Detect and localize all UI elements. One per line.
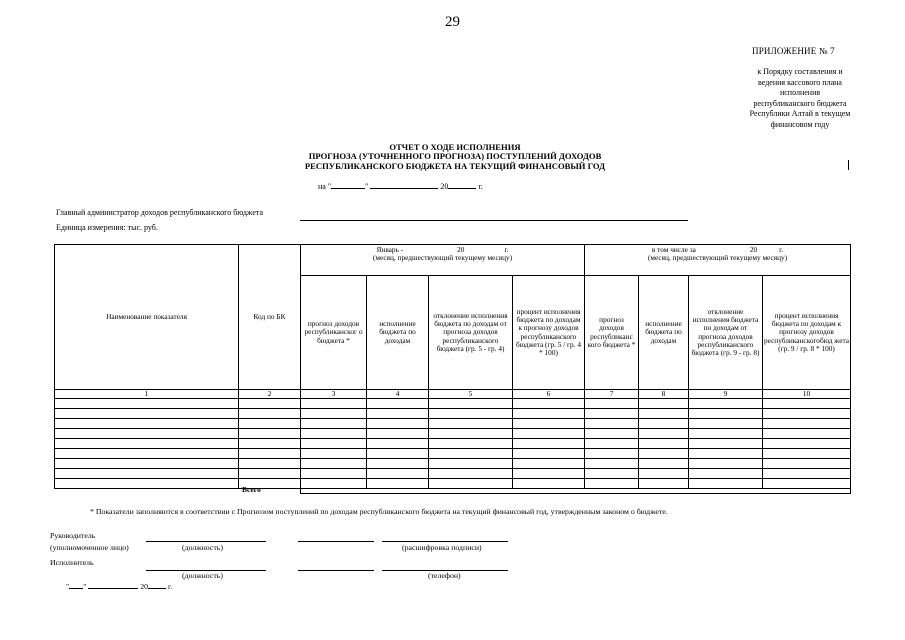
table-cell[interactable] xyxy=(585,429,639,439)
sign-date xyxy=(66,580,172,591)
table-cell[interactable] xyxy=(585,449,639,459)
table-cell[interactable] xyxy=(689,399,763,409)
executor-name-line[interactable] xyxy=(298,570,374,571)
table-row xyxy=(55,429,851,439)
appendix-note-line: ведения кассового плана xyxy=(758,77,842,87)
column-number: 10 xyxy=(763,390,851,399)
appendix-title: ПРИЛОЖЕНИЕ № 7 xyxy=(752,46,835,56)
table-cell[interactable] xyxy=(763,439,851,449)
table-cell[interactable] xyxy=(513,419,585,429)
table-cell[interactable] xyxy=(689,469,763,479)
head-label: Руководитель xyxy=(50,531,96,540)
report-date xyxy=(318,180,483,191)
table-cell[interactable] xyxy=(585,409,639,419)
sign-month-blank[interactable] xyxy=(88,580,138,589)
table-cell[interactable] xyxy=(689,439,763,449)
table-cell[interactable] xyxy=(639,469,689,479)
group1-suffix: г. xyxy=(504,245,509,254)
table-cell[interactable] xyxy=(429,459,513,469)
table-cell[interactable] xyxy=(689,449,763,459)
table-cell[interactable] xyxy=(239,429,301,439)
table-cell[interactable] xyxy=(55,449,239,459)
table-cell[interactable] xyxy=(639,419,689,429)
table-cell[interactable] xyxy=(55,439,239,449)
table-cell[interactable] xyxy=(639,429,689,439)
column-number-row xyxy=(55,390,851,399)
table-cell[interactable] xyxy=(639,409,689,419)
total-cells[interactable] xyxy=(300,482,851,494)
table-cell[interactable] xyxy=(429,469,513,479)
table-cell[interactable] xyxy=(367,459,429,469)
year-blank[interactable] xyxy=(448,180,476,189)
table-row xyxy=(55,399,851,409)
head-decoding-line[interactable] xyxy=(382,541,508,542)
table-cell[interactable] xyxy=(763,429,851,439)
col-code-header: Код по БК xyxy=(239,245,301,390)
table-cell[interactable] xyxy=(689,419,763,429)
table-cell[interactable] xyxy=(239,469,301,479)
column-number: 8 xyxy=(639,390,689,399)
group1-period-label: Январь - xyxy=(376,245,404,254)
table-row xyxy=(55,449,851,459)
column-number: 9 xyxy=(689,390,763,399)
table-cell[interactable] xyxy=(513,469,585,479)
table-cell[interactable] xyxy=(367,469,429,479)
column-number: 1 xyxy=(55,390,239,399)
table-cell[interactable] xyxy=(301,429,367,439)
table-cell[interactable] xyxy=(513,409,585,419)
table-cell[interactable] xyxy=(639,449,689,459)
table-cell[interactable] xyxy=(301,439,367,449)
report-date-suffix: г. xyxy=(478,182,483,191)
appendix-note-line: исполнения xyxy=(779,88,821,97)
table-cell[interactable] xyxy=(367,419,429,429)
col10-header: процент исполнения бюджета по доходам к прогнозу доходов республиканскогобюд жета (гр. 9 / гр. 8 * 100) xyxy=(763,276,851,390)
group1-header xyxy=(301,245,585,276)
head-position-line[interactable] xyxy=(146,541,266,542)
table-cell[interactable] xyxy=(301,459,367,469)
table-cell[interactable] xyxy=(239,399,301,409)
table-cell[interactable] xyxy=(585,469,639,479)
table-row xyxy=(55,419,851,429)
table-cell[interactable] xyxy=(239,409,301,419)
table-cell[interactable] xyxy=(55,429,239,439)
table-cell[interactable] xyxy=(301,409,367,419)
column-number: 6 xyxy=(513,390,585,399)
report-date-prefix: на " xyxy=(318,182,332,191)
table-cell[interactable] xyxy=(689,459,763,469)
table-cell[interactable] xyxy=(585,419,639,429)
group2-year: 20 xyxy=(749,245,758,254)
report-table xyxy=(54,244,851,489)
table-cell[interactable] xyxy=(689,409,763,419)
table-cell[interactable] xyxy=(239,419,301,429)
report-title-line: ОТЧЕТ О ХОДЕ ИСПОЛНЕНИЯ xyxy=(389,142,521,152)
table-cell[interactable] xyxy=(513,449,585,459)
table-cell[interactable] xyxy=(429,419,513,429)
table-cell[interactable] xyxy=(763,469,851,479)
table-cell[interactable] xyxy=(513,459,585,469)
head-position-caption: (должность) xyxy=(182,543,223,552)
table-cell[interactable] xyxy=(689,429,763,439)
column-number: 2 xyxy=(239,390,301,399)
group2-suffix: г. xyxy=(779,245,784,254)
col8-header: исполнение бюджета по доходам xyxy=(639,276,689,390)
executor-phone-caption: (телефон) xyxy=(428,571,461,580)
table-cell[interactable] xyxy=(367,429,429,439)
table-cell[interactable] xyxy=(513,399,585,409)
table-cell[interactable] xyxy=(429,429,513,439)
table-cell[interactable] xyxy=(301,399,367,409)
report-title-line: ПРОГНОЗА (УТОЧНЕННОГО ПРОГНОЗА) ПОСТУПЛЕНИЙ ДОХОДОВ xyxy=(308,151,602,162)
column-number: 3 xyxy=(301,390,367,399)
report-title-line: РЕСПУБЛИКАНСКОГО БЮДЖЕТА НА ТЕКУЩИЙ ФИНАНСОВЫЙ ГОД xyxy=(304,160,606,171)
table-row xyxy=(55,439,851,449)
group1-caption: (месяц, предшествующий текущему месяцу) xyxy=(372,253,513,263)
day-blank[interactable] xyxy=(331,180,365,189)
unit-label: Единица измерения: тыс. руб. xyxy=(56,223,158,232)
report-date-quote: " xyxy=(365,182,369,191)
head-sublabel: (уполномоченное лицо) xyxy=(50,543,129,552)
report-date-year: 20 xyxy=(440,182,449,191)
table-cell[interactable] xyxy=(585,459,639,469)
col-name-header: Наименование показателя xyxy=(55,245,239,390)
sign-date-close: " xyxy=(83,582,87,591)
table-cell[interactable] xyxy=(513,439,585,449)
appendix-note-line: Республики Алтай в текущем xyxy=(749,109,851,118)
col3-header: прогноз доходов республиканског о бюджета * xyxy=(301,276,367,390)
table-cell[interactable] xyxy=(429,399,513,409)
executor-position-caption: (должность) xyxy=(182,571,223,580)
table-cell[interactable] xyxy=(55,479,239,489)
table-row xyxy=(55,459,851,469)
sign-date-suffix: г. xyxy=(168,582,173,591)
table-row xyxy=(55,469,851,479)
table-cell[interactable] xyxy=(367,449,429,459)
table-cell[interactable] xyxy=(585,399,639,409)
table-cell[interactable] xyxy=(55,459,239,469)
table-cell[interactable] xyxy=(429,409,513,419)
column-number: 7 xyxy=(585,390,639,399)
page-number: 29 xyxy=(445,14,460,30)
table-cell[interactable] xyxy=(367,439,429,449)
table-cell[interactable] xyxy=(639,459,689,469)
group1-year: 20 xyxy=(457,245,465,254)
table-cell[interactable] xyxy=(301,449,367,459)
table-cell[interactable] xyxy=(513,429,585,439)
table-cell[interactable] xyxy=(239,439,301,449)
table-cell[interactable] xyxy=(55,469,239,479)
group2-caption: (месяц, предшествующий текущему месяцу) xyxy=(647,253,788,263)
admin-field[interactable] xyxy=(300,220,688,221)
sign-day-blank[interactable] xyxy=(69,580,83,589)
col5-header: отклонение исполнения бюджета по доходам от прогноза доходов республиканского бюджета (гр. 5 - гр. 4) xyxy=(429,276,513,390)
group2-period-label: в том числе за xyxy=(651,245,696,254)
report-title xyxy=(240,143,670,171)
table-cell[interactable] xyxy=(429,439,513,449)
sign-date-year: 20 xyxy=(140,582,149,591)
appendix-note-line: республиканского бюджета xyxy=(753,98,847,108)
appendix-note-line: финансовом году xyxy=(770,119,830,129)
admin-label: Главный администратор доходов республиканского бюджета xyxy=(56,208,264,217)
table-cell[interactable] xyxy=(55,399,239,409)
table-cell[interactable] xyxy=(239,459,301,469)
month-blank[interactable] xyxy=(370,180,438,189)
col7-header: прогноз доходов республиканс кого бюджета * xyxy=(585,276,639,390)
head-signature-line[interactable] xyxy=(298,541,374,542)
executor-label: Исполнитель xyxy=(50,558,94,567)
table-cell[interactable] xyxy=(55,409,239,419)
table-cell[interactable] xyxy=(639,399,689,409)
column-number: 5 xyxy=(429,390,513,399)
table-cell[interactable] xyxy=(763,459,851,469)
table-cell[interactable] xyxy=(763,419,851,429)
table-cell[interactable] xyxy=(763,399,851,409)
appendix-note-line: к Порядку составления и xyxy=(757,67,843,76)
table-cell[interactable] xyxy=(639,439,689,449)
table-cell[interactable] xyxy=(301,469,367,479)
col9-header: отклонение исполнения бюджета по доходам от прогноза доходов республиканского бюджета (гр. 9 - гр. 8) xyxy=(689,276,763,390)
col6-header: процент исполнения бюджета по доходам к прогнозу доходов республиканского бюджета (гр. 5 / гр. 4 * 100) xyxy=(513,276,585,390)
column-number: 4 xyxy=(367,390,429,399)
total-label: Всего xyxy=(242,485,261,494)
sign-year-blank[interactable] xyxy=(148,580,166,589)
table-cell[interactable] xyxy=(55,419,239,429)
head-decoding-caption: (расшифровка подписи) xyxy=(402,543,482,552)
margin-marker xyxy=(848,160,849,170)
col4-header: исполнение бюджета по доходам xyxy=(367,276,429,390)
table-cell[interactable] xyxy=(429,449,513,459)
footnote: * Показатели заполняются в соответствии с Прогнозом поступлений по доходам республиканского бюджета на текущий финансовый год, утвержденным законом о бюджете. xyxy=(90,507,668,516)
appendix-note xyxy=(730,67,870,130)
table-cell[interactable] xyxy=(239,449,301,459)
table-cell[interactable] xyxy=(585,439,639,449)
table-cell[interactable] xyxy=(367,409,429,419)
sign-date-open: " xyxy=(66,582,70,591)
table-cell[interactable] xyxy=(763,409,851,419)
table-row xyxy=(55,409,851,419)
table-body xyxy=(55,399,851,489)
group2-header xyxy=(585,245,851,276)
table-cell[interactable] xyxy=(301,419,367,429)
table-cell[interactable] xyxy=(367,399,429,409)
table-cell[interactable] xyxy=(763,449,851,459)
